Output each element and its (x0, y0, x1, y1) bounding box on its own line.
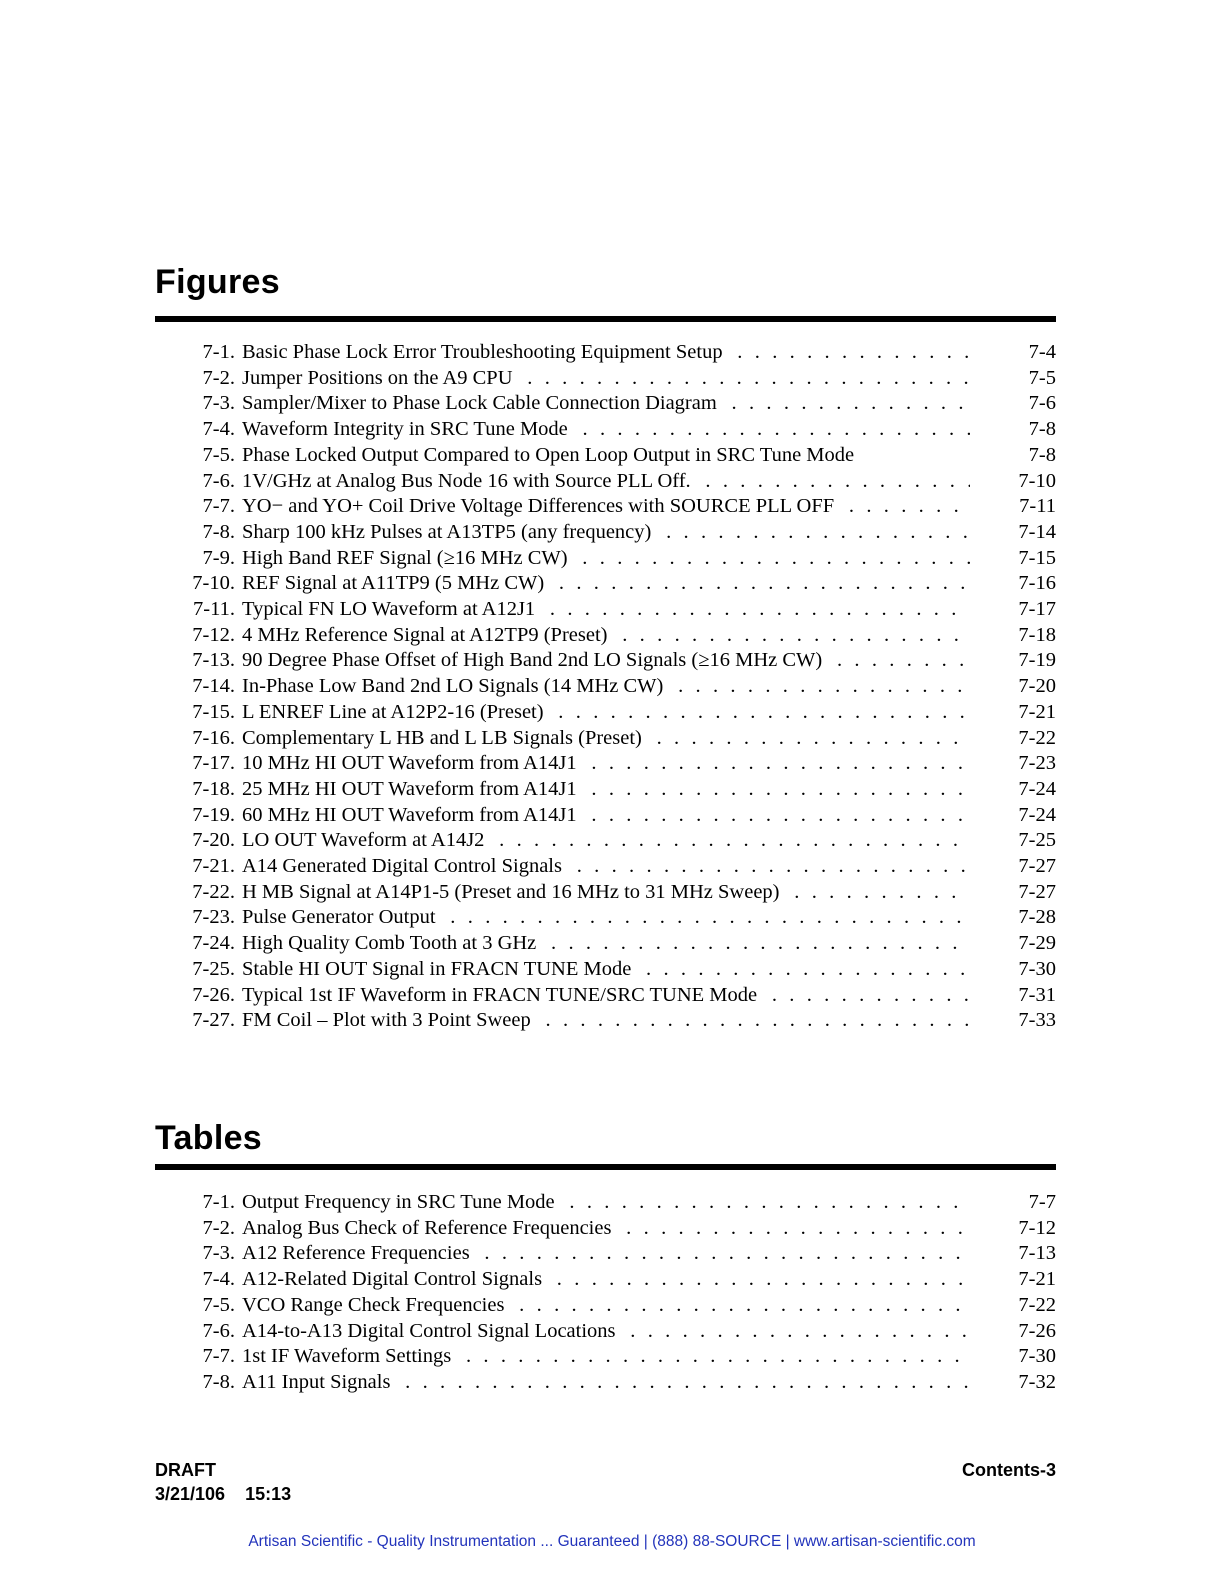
entry-page: 7-10 (1018, 469, 1056, 492)
entry-title (242, 673, 970, 699)
entry-title (242, 468, 970, 494)
entry-page: 7-17 (1018, 598, 1056, 620)
entry-number: 7-15. (192, 700, 235, 723)
figure-entry[interactable] (0, 647, 1224, 673)
entry-title-text: Sharp 100 kHz Pulses at A13TP5 (any frequency) (242, 521, 657, 543)
entry-title (242, 442, 970, 468)
entry-number: 7-1. (202, 1191, 235, 1213)
entry-title-text: REF Signal at A11TP9 (5 MHz CW) (242, 572, 550, 594)
entry-title (242, 904, 970, 930)
figure-entry[interactable] (0, 365, 1224, 391)
entry-title (242, 827, 970, 853)
entry-title-text: 60 MHz HI OUT Waveform from A14J1 (242, 804, 583, 826)
entry-title (242, 750, 970, 776)
entry-page: 7-4 (1028, 341, 1056, 363)
entry-number: 7-23. (192, 906, 235, 929)
entry-number: 7-24. (192, 932, 235, 955)
entry-title (242, 802, 970, 828)
entry-page: 7-21 (1018, 700, 1056, 723)
entry-page: 7-24 (1018, 777, 1056, 800)
entry-page: 7-24 (1018, 803, 1056, 826)
figure-entry[interactable] (0, 545, 1224, 571)
entry-page: 7-11 (1019, 495, 1056, 518)
entry-title-text: 10 MHz HI OUT Waveform from A14J1 (242, 752, 583, 774)
entry-number: 7-2. (202, 1216, 235, 1239)
figure-entry[interactable] (0, 802, 1224, 828)
figure-entry[interactable] (0, 390, 1224, 416)
entry-page: 7-16 (1018, 572, 1056, 595)
figure-entry[interactable] (0, 930, 1224, 956)
entry-page: 7-29 (1018, 932, 1056, 955)
entry-title (242, 879, 970, 905)
page-number: Contents-3 (962, 1460, 1056, 1480)
figure-entry[interactable] (0, 982, 1224, 1008)
figure-entry[interactable] (0, 776, 1224, 802)
table-entry[interactable] (0, 1189, 1224, 1215)
entry-number: 7-25. (192, 957, 235, 980)
table-entry[interactable] (0, 1343, 1224, 1369)
entry-number: 7-22. (192, 880, 235, 903)
entry-number: 7-5. (202, 443, 235, 466)
entry-title-text: Waveform Integrity in SRC Tune Mode (242, 418, 574, 440)
entry-title (242, 956, 970, 982)
entry-title-text: Typical FN LO Waveform at A12J1 (242, 598, 541, 620)
entry-page: 7-28 (1018, 906, 1056, 929)
entry-number: 7-14. (192, 675, 235, 698)
entry-number: 7-20. (192, 829, 235, 852)
figure-entry[interactable] (0, 750, 1224, 776)
entry-number: 7-7. (202, 1345, 235, 1368)
entry-number: 7-5. (202, 1293, 235, 1316)
figure-entry[interactable] (0, 673, 1224, 699)
figure-entry[interactable] (0, 879, 1224, 905)
entry-page: 7-19 (1018, 649, 1056, 672)
figure-entry[interactable] (0, 416, 1224, 442)
entry-title (242, 339, 970, 365)
entry-page: 7-31 (1018, 983, 1056, 1006)
entry-title-text: 4 MHz Reference Signal at A12TP9 (Preset) (242, 624, 614, 646)
entry-number: 7-21. (192, 855, 235, 877)
figure-entry[interactable] (0, 699, 1224, 725)
entry-title-text: VCO Range Check Frequencies (242, 1294, 510, 1316)
figure-entry[interactable] (0, 622, 1224, 648)
entry-title (242, 930, 970, 956)
entry-title-text: L ENREF Line at A12P2-16 (Preset) (242, 701, 550, 723)
entry-number: 7-16. (192, 726, 235, 749)
figure-entry[interactable] (0, 904, 1224, 930)
figure-entry[interactable] (0, 570, 1224, 596)
figure-entry[interactable] (0, 1007, 1224, 1033)
entry-number: 7-19. (192, 803, 235, 826)
entry-title-text: Jumper Positions on the A9 CPU (242, 367, 519, 389)
entry-page: 7-6 (1028, 392, 1056, 415)
entry-page: 7-27 (1018, 880, 1056, 903)
entry-title-text: A14 Generated Digital Control Signals (242, 855, 568, 877)
entry-title (242, 1292, 970, 1318)
entry-title-text: A12-Related Digital Control Signals (242, 1268, 548, 1290)
entry-title (242, 1215, 970, 1241)
entry-title (242, 622, 970, 648)
entry-title (242, 1266, 970, 1292)
entry-page: 7-25 (1018, 829, 1056, 852)
entry-number: 7-10. (192, 572, 235, 595)
entry-title-text: Typical 1st IF Waveform in FRACN TUNE/SRC TUNE Mode (242, 984, 763, 1006)
entry-title-text: 90 Degree Phase Offset of High Band 2nd LO Signals (≥16 MHz CW) (242, 649, 828, 671)
entry-title (242, 570, 970, 596)
table-entry[interactable] (0, 1369, 1224, 1395)
entry-number: 7-11. (193, 598, 235, 620)
entry-number: 7-3. (202, 1242, 235, 1265)
entry-title (242, 647, 970, 673)
entry-title-text: 1st IF Waveform Settings (242, 1345, 457, 1367)
entry-number: 7-8. (202, 1370, 235, 1393)
entry-title-text: Complementary L HB and L LB Signals (Preset) (242, 727, 648, 749)
vendor-banner-link[interactable]: Artisan Scientific - Quality Instrumentation ... Guaranteed | (888) 88-SOURCE | www.artisan-scientific.com (248, 1533, 976, 1550)
entry-title (242, 1369, 970, 1395)
entry-title-text: In-Phase Low Band 2nd LO Signals (14 MHz CW) (242, 675, 669, 697)
entry-title (242, 519, 970, 545)
entry-title (242, 1007, 970, 1033)
entry-page: 7-14 (1018, 520, 1056, 543)
figure-entry[interactable] (0, 493, 1224, 519)
entry-page: 7-30 (1018, 1345, 1056, 1368)
draft-label: DRAFT (155, 1460, 216, 1480)
entry-page: 7-13 (1018, 1242, 1056, 1265)
entry-page: 7-23 (1018, 752, 1056, 775)
entry-title-text: Output Frequency in SRC Tune Mode (242, 1191, 561, 1213)
entry-number: 7-18. (192, 777, 235, 800)
entry-title-text: Analog Bus Check of Reference Frequencies (242, 1217, 617, 1239)
entry-number: 7-13. (192, 649, 235, 672)
entry-number: 7-9. (202, 546, 235, 569)
entry-title (242, 390, 970, 416)
entry-title (242, 1240, 970, 1266)
figure-entry[interactable] (0, 442, 1224, 468)
figure-entry[interactable] (0, 853, 1224, 879)
entry-page: 7-5 (1028, 366, 1056, 389)
entry-number: 7-6. (202, 1319, 235, 1342)
entry-number: 7-7. (202, 495, 235, 518)
entry-page: 7-33 (1018, 1009, 1056, 1032)
tables-rule (155, 1164, 1056, 1170)
entry-number: 7-27. (192, 1009, 235, 1032)
entry-title (242, 1343, 970, 1369)
figure-entry[interactable] (0, 339, 1224, 365)
entry-title-text: Phase Locked Output Compared to Open Loop Output in SRC Tune Mode (242, 444, 860, 466)
figures-heading: Figures (155, 263, 280, 301)
entry-number: 7-4. (202, 1268, 235, 1291)
entry-number: 7-12. (192, 623, 235, 646)
entry-page: 7-7 (1028, 1191, 1056, 1213)
entry-title (242, 416, 970, 442)
entry-number: 7-4. (202, 418, 235, 441)
entry-title-text: YO− and YO+ Coil Drive Voltage Differences with SOURCE PLL OFF (242, 495, 840, 517)
entry-title-text: FM Coil – Plot with 3 Point Sweep (242, 1009, 537, 1031)
entry-title-text: A14-to-A13 Digital Control Signal Locations (242, 1320, 622, 1342)
entry-title-text: High Band REF Signal (≥16 MHz CW) (242, 547, 574, 569)
figure-entry[interactable] (0, 827, 1224, 853)
tables-heading: Tables (155, 1119, 262, 1157)
entry-page: 7-21 (1018, 1268, 1056, 1291)
entry-title (242, 725, 970, 751)
entry-number: 7-8. (202, 520, 235, 543)
entry-page: 7-32 (1018, 1370, 1056, 1393)
entry-page: 7-12 (1018, 1216, 1056, 1239)
entry-title (242, 853, 970, 879)
table-entry[interactable] (0, 1292, 1224, 1318)
figure-entry[interactable] (0, 725, 1224, 751)
entry-title-text: Pulse Generator Output (242, 906, 442, 928)
entry-title (242, 699, 970, 725)
entry-title-text: A11 Input Signals (242, 1371, 396, 1393)
figure-entry[interactable] (0, 468, 1224, 494)
entry-number: 7-6. (202, 469, 235, 492)
entry-title (242, 545, 970, 571)
entry-number: 7-26. (192, 983, 235, 1006)
entry-title (242, 1189, 970, 1215)
entry-page: 7-8 (1028, 418, 1056, 441)
figure-entry[interactable] (0, 956, 1224, 982)
entry-title-text: H MB Signal at A14P1-5 (Preset and 16 MHz to 31 MHz Sweep) (242, 881, 786, 903)
table-entry[interactable] (0, 1240, 1224, 1266)
entry-number: 7-3. (202, 392, 235, 415)
entry-title-text: Sampler/Mixer to Phase Lock Cable Connection Diagram (242, 392, 723, 414)
figures-rule (155, 316, 1056, 322)
entry-page: 7-20 (1018, 675, 1056, 698)
entry-title (242, 1318, 970, 1344)
draft-datetime: 3/21/106 15:13 (155, 1484, 292, 1504)
entry-page: 7-8 (1028, 443, 1056, 466)
entry-title (242, 365, 970, 391)
entry-page: 7-27 (1018, 855, 1056, 877)
entry-number: 7-2. (202, 366, 235, 389)
entry-page: 7-22 (1018, 1293, 1056, 1316)
table-entry[interactable] (0, 1266, 1224, 1292)
entry-page: 7-30 (1018, 957, 1056, 980)
entry-title-text: 1V/GHz at Analog Bus Node 16 with Source PLL Off. (242, 470, 697, 492)
entry-title-text: Basic Phase Lock Error Troubleshooting Equipment Setup (242, 341, 729, 363)
entry-number: 7-17. (192, 752, 235, 775)
table-entry[interactable] (0, 1318, 1224, 1344)
table-entry[interactable] (0, 1215, 1224, 1241)
entry-title-text: 25 MHz HI OUT Waveform from A14J1 (242, 778, 583, 800)
figure-entry[interactable] (0, 596, 1224, 622)
entry-title-text: High Quality Comb Tooth at 3 GHz (242, 932, 542, 954)
entry-page: 7-18 (1018, 623, 1056, 646)
entry-page: 7-15 (1018, 546, 1056, 569)
entry-title-text: Stable HI OUT Signal in FRACN TUNE Mode (242, 958, 637, 980)
entry-title-text: LO OUT Waveform at A14J2 (242, 829, 490, 851)
entry-page: 7-22 (1018, 726, 1056, 749)
entry-title-text: A12 Reference Frequencies (242, 1242, 476, 1264)
figure-entry[interactable] (0, 519, 1224, 545)
entry-number: 7-1. (202, 341, 235, 363)
entry-title (242, 493, 970, 519)
entry-page: 7-26 (1018, 1319, 1056, 1342)
entry-title (242, 982, 970, 1008)
entry-title (242, 776, 970, 802)
entry-title (242, 596, 970, 622)
